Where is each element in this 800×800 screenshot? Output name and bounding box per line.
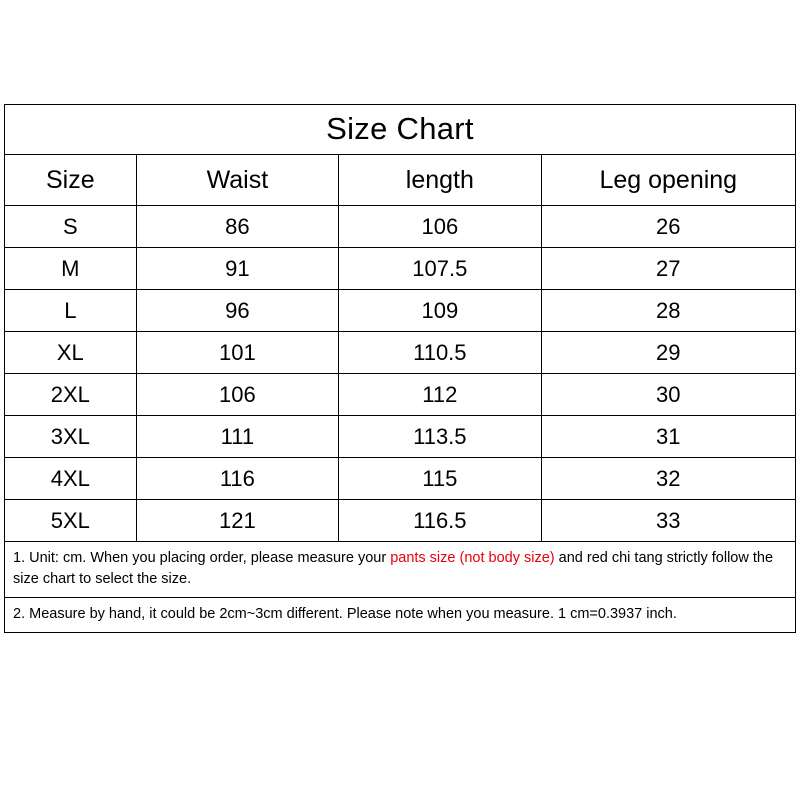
table-row [5, 290, 795, 332]
cell-waist: 116 [136, 458, 338, 500]
table-row [5, 332, 795, 374]
cell-length: 112 [339, 374, 541, 416]
cell-length: 110.5 [339, 332, 541, 374]
table-row [5, 374, 795, 416]
cell-size: 3XL [5, 416, 136, 458]
cell-leg-opening: 27 [541, 248, 795, 290]
cell-waist: 111 [136, 416, 338, 458]
cell-size: 2XL [5, 374, 136, 416]
table-row [5, 416, 795, 458]
note-1-text-before: 1. Unit: cm. When you placing order, please measure your [13, 550, 391, 566]
note-1-highlight: pants size (not body size) [390, 550, 555, 566]
cell-waist: 86 [136, 206, 338, 248]
cell-length: 107.5 [339, 248, 541, 290]
table-row [5, 248, 795, 290]
cell-leg-opening: 29 [541, 332, 795, 374]
cell-waist: 96 [136, 290, 338, 332]
cell-length: 106 [339, 206, 541, 248]
column-header-leg-opening: Leg opening [541, 155, 795, 206]
cell-leg-opening: 31 [541, 416, 795, 458]
cell-size: 4XL [5, 458, 136, 500]
table-row [5, 458, 795, 500]
table-row [5, 500, 795, 542]
cell-leg-opening: 28 [541, 290, 795, 332]
cell-leg-opening: 30 [541, 374, 795, 416]
cell-waist: 121 [136, 500, 338, 542]
cell-length: 113.5 [339, 416, 541, 458]
cell-waist: 106 [136, 374, 338, 416]
cell-leg-opening: 33 [541, 500, 795, 542]
note-tolerance: 2. Measure by hand, it could be 2cm~3cm different. Please note when you measure. 1 cm=0.3937 inch. [13, 606, 677, 623]
column-header-waist: Waist [136, 155, 338, 206]
cell-leg-opening: 26 [541, 206, 795, 248]
cell-size: L [5, 290, 136, 332]
cell-size: XL [5, 332, 136, 374]
cell-waist: 101 [136, 332, 338, 374]
column-header-length: length [339, 155, 541, 206]
cell-size: 5XL [5, 500, 136, 542]
note-measurement-instruction [5, 542, 795, 598]
cell-length: 109 [339, 290, 541, 332]
table-header-row [5, 155, 795, 206]
cell-leg-opening: 32 [541, 458, 795, 500]
table-row [5, 206, 795, 248]
cell-size: M [5, 248, 136, 290]
column-header-size: Size [5, 155, 136, 206]
cell-length: 116.5 [339, 500, 541, 542]
cell-waist: 91 [136, 248, 338, 290]
size-chart-container [4, 104, 796, 633]
note-1-text-after: and red chi tang strictly follow the size chart to select the size. [13, 550, 774, 588]
cell-size: S [5, 206, 136, 248]
chart-title: Size Chart [5, 105, 795, 155]
size-chart-table [5, 155, 795, 542]
cell-length: 115 [339, 458, 541, 500]
